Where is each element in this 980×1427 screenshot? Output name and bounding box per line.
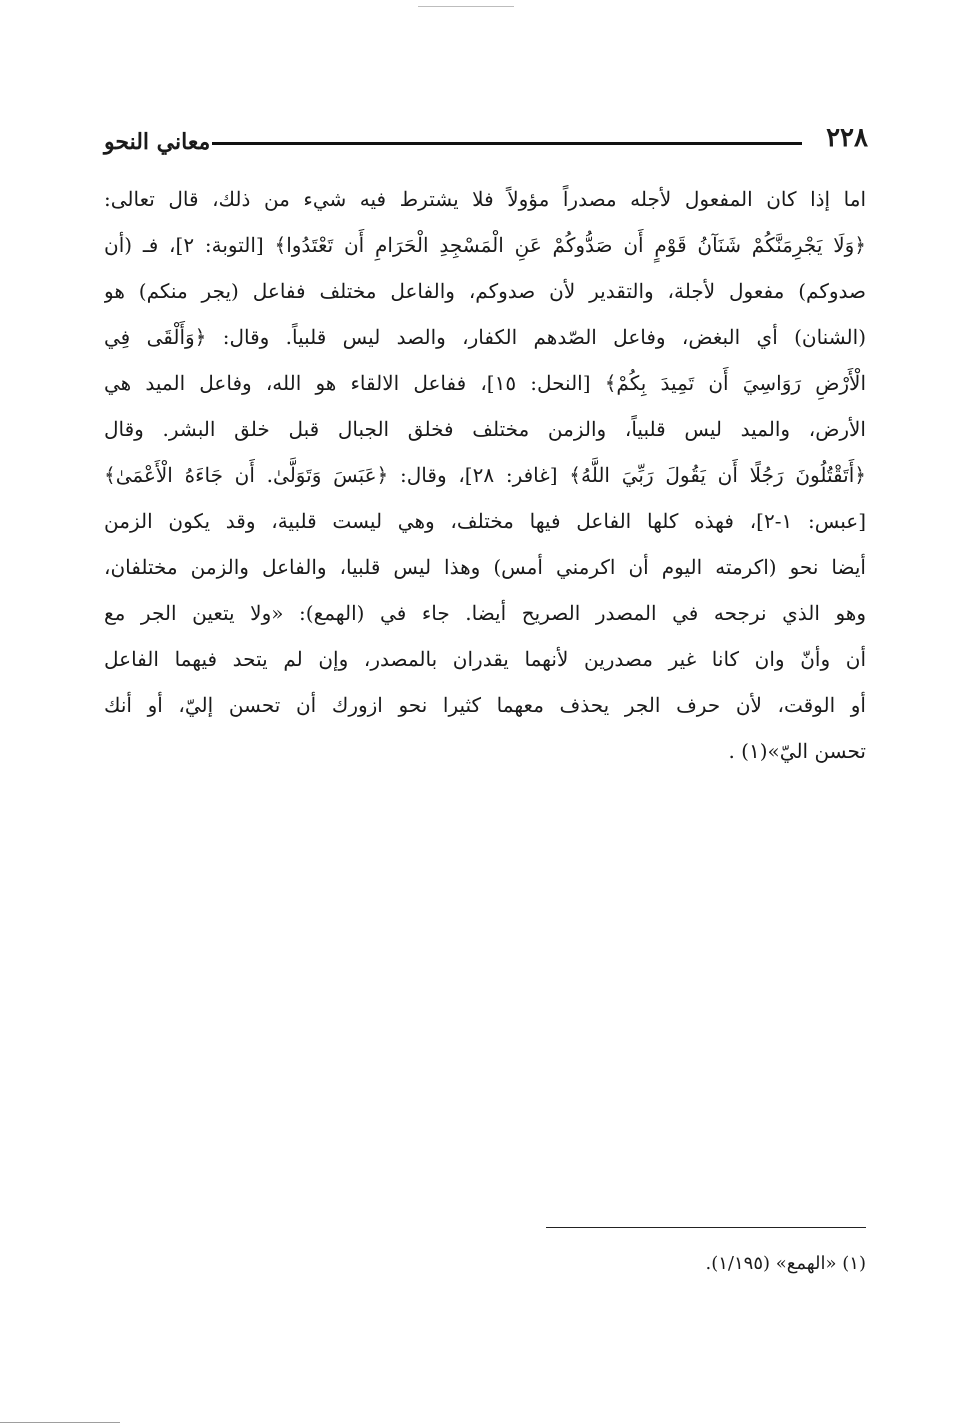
main-paragraph (104, 176, 866, 774)
text-line: الْأَرْضِ رَوَاسِيَ أَن تَمِيدَ بِكُمْ﴾ [النحل: ١٥]، ففاعل الالقاء هو الله، وفاعل الميد هي (104, 371, 866, 395)
text-line: ﴿وَلَا يَجْرِمَنَّكُمْ شَنَآنُ قَوْمٍ أَن صَدُّوكُمْ عَنِ الْمَسْجِدِ الْحَرَامِ أَن تَعْتَدُوا﴾ [التوبة: ٢]، فـ (أن (104, 233, 866, 257)
text-line: صدوكم) مفعول لأجلة، والتقدير لأن صدوكم، والفاعل مختلف ففاعل (يجر منكم) هو (104, 279, 866, 303)
text-line: أيضا نحو (اكرمته اليوم أن اكرمني أمس) وهذا ليس قلبيا، والفاعل والزمن مختلفان، (104, 555, 866, 579)
footnote: (١) «الهمع» (١/١٩٥). (705, 1253, 866, 1274)
top-scan-mark (418, 6, 514, 7)
footnote-rule (546, 1227, 866, 1228)
text-line: الأرض، والميد ليس قلبياً، والزمن مختلف فخلق الجبال قبل خلق البشر. وقال (104, 417, 866, 441)
page-number: ٢٢٨ (826, 123, 868, 153)
text-line: وهو الذي نرجحه في المصدر الصريح أيضا. جاء في (الهمع): «ولا يتعين الجر مع (104, 601, 866, 625)
text-line: (الشنان) أي البغض، وفاعل الصّدهم الكفار، والصد ليس قلبياً. وقال: ﴿وَأَلْقَى فِي (104, 325, 866, 349)
text-line: [عبس: ١-٢]، فهذه كلها الفاعل فيها مختلف، وهي ليست قلبية، وقد يكون الزمن (104, 509, 866, 533)
text-line: تحسن اليّ»(١) . (728, 739, 866, 763)
bottom-scan-mark (0, 1422, 120, 1423)
text-line: أن وأنّ وان كانا غير مصدرين لأنهما يقدران بالمصدر، وإن لم يتحد فيهما الفاعل (104, 647, 866, 671)
text-line: ﴿أَتَقْتُلُونَ رَجُلًا أَن يَقُولَ رَبِّيَ اللَّهُ﴾ [غافر: ٢٨]، وقال: ﴿عَبَسَ وَتَوَلَّىٰ. أَن جَاءَهُ الْأَعْمَىٰ﴾ (104, 463, 866, 487)
running-title: معاني النحو (104, 129, 211, 155)
page-header (104, 118, 868, 162)
header-rule (212, 142, 802, 145)
text-line: أو الوقت، لأن حرف الجر يحذف معهما كثيرا نحو ازورك أن تحسن إليّ، أو أنك (104, 693, 866, 717)
text-line: اما إذا كان المفعول لأجله مصدراً مؤولاً فلا يشترط فيه شيء من ذلك، قال تعالى: (104, 187, 866, 211)
